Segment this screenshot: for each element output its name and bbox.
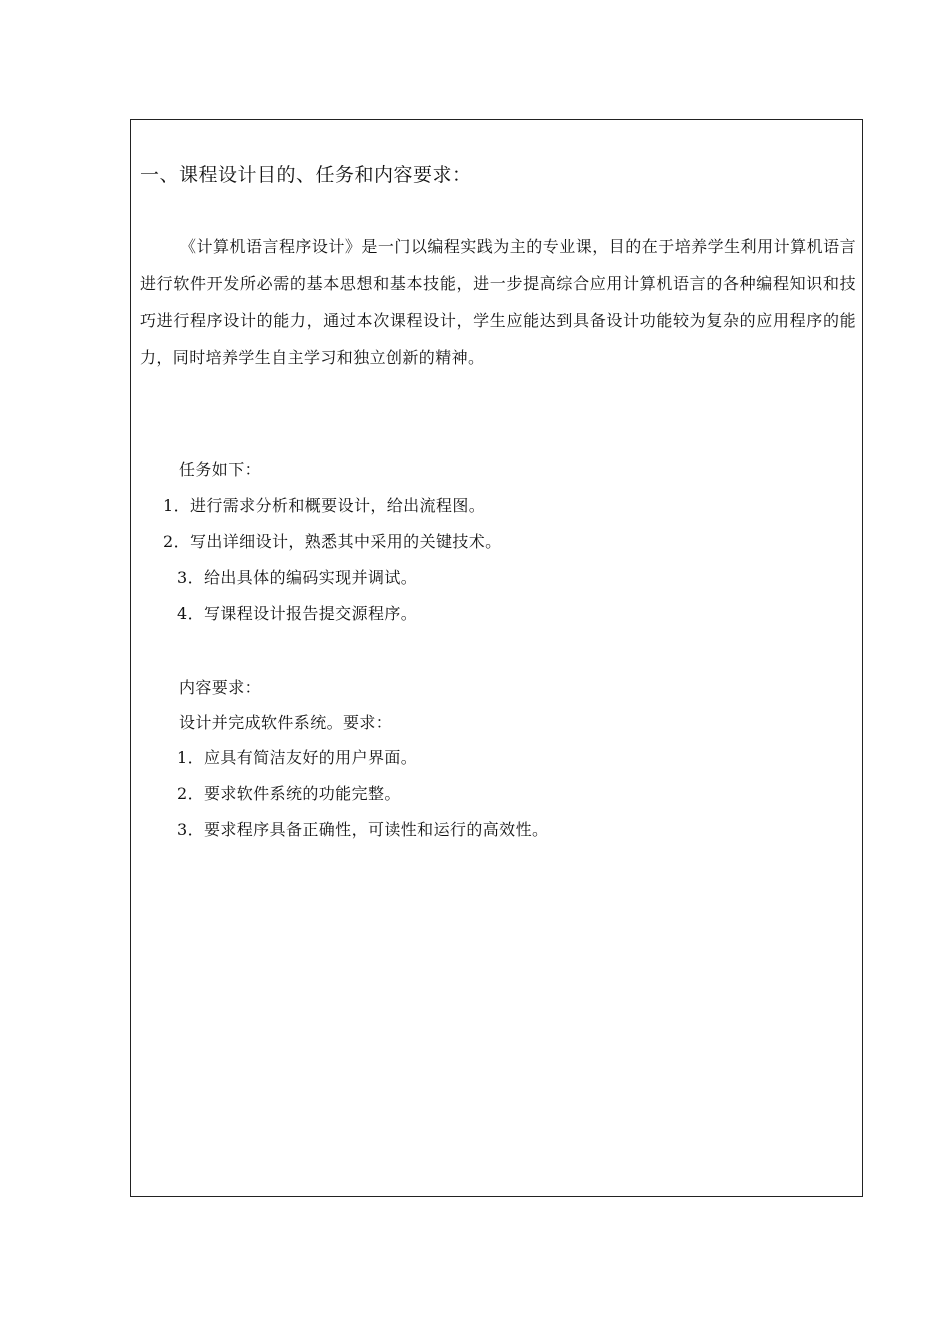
requirements-title: 内容要求： (179, 678, 262, 697)
intro-paragraph: 《计算机语言程序设计》是一门以编程实践为主的专业课，目的在于培养学生利用计算机语言进行软件开发所必需的基本思想和基本技能，进一步提高综合应用计算机语言的各种编程知识和技巧进行程序设计的能力，通过本次课程设计，学生应能达到具备设计功能较为复杂的应用程序的能力，同时培养学生自主学习和独立创新的精神。 (140, 237, 856, 367)
task-item: 3．给出具体的编码实现并调试。 (177, 568, 418, 587)
section-heading: 一、课程设计目的、任务和内容要求： (140, 164, 472, 186)
requirements-subtitle: 设计并完成软件系统。要求： (179, 713, 393, 732)
requirement-item: 2．要求软件系统的功能完整。 (177, 784, 401, 803)
requirement-item: 1．应具有简洁友好的用户界面。 (177, 748, 418, 767)
task-item: 2．写出详细设计，熟悉其中采用的关键技术。 (163, 532, 502, 551)
task-item: 4．写课程设计报告提交源程序。 (177, 604, 418, 623)
content-frame (130, 119, 863, 1197)
tasks-title: 任务如下： (179, 460, 262, 479)
task-item: 1．进行需求分析和概要设计，给出流程图。 (163, 496, 486, 515)
requirement-item: 3．要求程序具备正确性，可读性和运行的高效性。 (177, 820, 549, 839)
